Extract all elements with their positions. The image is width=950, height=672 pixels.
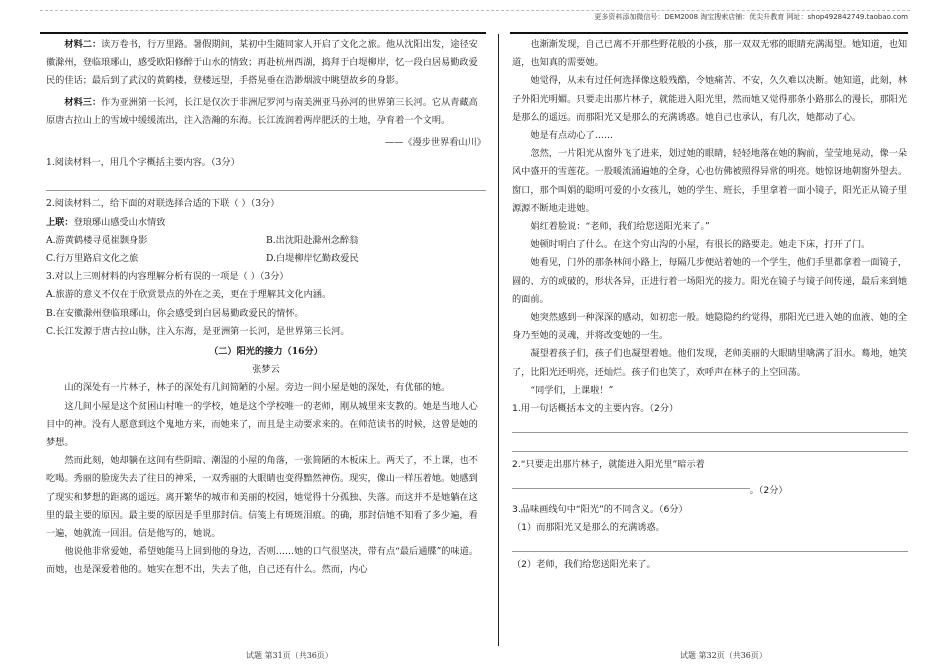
story-paragraph: 山的深处有一片林子，林子的深处有几间简陋的小屋。旁边一间小屋是她的深处，有优郁的她。	[64, 382, 451, 394]
story-paragraph: “同学们，上课啦！”	[530, 384, 614, 396]
answer-line-r3a[interactable]	[512, 537, 908, 552]
story-paragraph: 她觉得，从未有过任何选择像这般残酷，令她痛苦、不安，久久难以决断。她知道，此刻，林子外阳光明媚。只要走出那片林子，就能进入阳光里，然而她又觉得那条小路那么的漫长，那阳光是那么的遥远。而那阳光又是那么的充满诱惑。她自己也承认，有几次，她都动了心。	[512, 75, 908, 123]
q3-sub-2: （2）老师，我们给您送阳光来了。	[512, 559, 656, 571]
option-a[interactable]: A.游黄鹤楼寻觅崔颢身影	[46, 234, 148, 246]
page-divider	[498, 34, 499, 646]
material-2-label: 材料二：	[64, 39, 102, 50]
q3-option-a[interactable]: A.旅游的意义不仅在于欣赏景点的外在之美，更在于理解其文化内涵。	[46, 289, 332, 301]
material-2	[46, 36, 486, 91]
right-page-footer: 试题 第32页（共36页）	[680, 651, 767, 660]
story-paragraph: 她看见，门外的那条林间小路上，每隔几步便站着她的一个学生，他们手里都拿着一面镜子，圆的、方的或破的，形状各异，正进行着一场阳光的接力。阳光在镜子与镜子间传递，最后来到她的面前。	[512, 257, 908, 305]
question-2: 2.阅读材料二，给下面的对联选择合适的下联（ ）（3分）	[46, 198, 280, 210]
option-c[interactable]: C.行万里路启文化之旅	[46, 253, 139, 265]
reading-question-3: 3.品味画线句中“阳光”的不同含义。（6分）	[512, 503, 688, 515]
story-paragraph: 她突然感到一种深深的感动，如初恋一般。她隐隐约约觉得，那阳光已进入她的血液、她的全身乃至她的灵魂，并将改变她的一生。	[512, 312, 908, 342]
story-paragraph: 娟红着脸说：“老师，我们给您送阳光来了。”	[530, 221, 710, 233]
story-paragraph: 他说他非常爱她，希望她能马上回到他的身边，否则……她的口气很坚决，带有点“最后通牒”的味道。而她，也是深爱着他的。她实在想不出，失去了他，自己还有什么。然而，内心	[46, 546, 479, 576]
reading-question-1: 1.用一句话概括本文的主要内容。（2分）	[512, 403, 679, 415]
left-top-rule	[40, 32, 486, 34]
story-paragraph: 忽然，一片阳光从窗外飞了进来，划过她的眼睛，轻轻地落在她的胸前，莹莹地晃动，像一朵风中盛开的雪莲花。一股暖流涌遍她的全身，心也仿佛被照得异常的明亮。她惊讶地朝窗外望去。窗口，那个叫娟的聪明可爱的小女孩儿，她的学生、班长，手里拿着一面小镜子，阳光正从镜子里源源不断地走进她。	[512, 148, 908, 214]
q3-sub-1: （1）而那阳光又是那么的充满诱惑。	[512, 521, 665, 533]
q3-option-b[interactable]: B.在安徽滁州登临琅琊山，你会感受到白居易勤政爱民的情怀。	[46, 307, 304, 319]
couplet	[46, 214, 486, 232]
answer-line-r2[interactable]	[512, 474, 750, 489]
section-title: （二）阳光的接力（16分）	[209, 346, 323, 358]
material-3	[46, 94, 486, 130]
q2-options-row-2	[46, 250, 486, 268]
option-b[interactable]: B.出沈阳赴滁州念醉翁	[266, 234, 359, 246]
source-citation: ——《漫步世界看山川》	[384, 137, 486, 149]
couplet-text: 登琅琊山感受山水情致	[73, 216, 166, 228]
couplet-label: 上联：	[46, 216, 74, 228]
q2-options-row-1	[46, 232, 486, 250]
story-paragraph: 她顿时明白了什么。在这个穷山沟的小屋，有很长的路要走。她走下床，打开了门。	[530, 239, 871, 251]
material-3-label: 材料三：	[64, 96, 102, 108]
answer-line-r1a[interactable]	[512, 418, 908, 433]
left-page	[46, 36, 486, 580]
left-page-footer: 试题 第31页（共36页）	[246, 651, 333, 660]
q2-score: 。（2分）	[749, 485, 788, 497]
answer-line-r1b[interactable]	[512, 437, 908, 452]
right-page	[512, 36, 908, 574]
right-top-rule	[510, 32, 908, 34]
reading-question-2: 2.“只要走出那片林子，就能进入阳光里”暗示着	[512, 459, 705, 471]
material-2-text: 读万卷书，行万里路。暑假期间，某初中生随同家人开启了文化之旅。他从沈阳出发，途径安徽滁州，登临琅琊山，感受欧阳修醉于山水的情致；再赴杭州西湖，捣拜于白堤柳岸，忆一段白居易勤政爱民的佳话；最后到了武汉的黄鹤楼，登楼远望，手搭晃垂在浩渺烟波中眺望故乡的身影。	[46, 39, 478, 87]
story-paragraph: 她是有点动心了……	[530, 130, 614, 142]
story-paragraph: 这几间小屋是这个贫困山村唯一的学校，她是这个学校唯一的老师，刚从城里来支教的。她是当地人心目中的神。没有人愿意到这个鬼地方来，而她来了，而且是主动要求来的。在师范读书的时候，这曾是她的梦想。	[46, 400, 478, 449]
story-paragraph: 凝望着孩子们，孩子们也凝望着她。他们发现，老师美丽的大眼睛里噙满了泪水。蓦地，她笑了，比阳光还明亮，还灿烂。孩子们也笑了，欢呼声在林子的上空回荡。	[512, 348, 908, 378]
author: 张梦云	[252, 364, 280, 376]
question-3: 3.对以上三则材料的内容理解分析有误的一项是（ ）（3分）	[46, 271, 289, 283]
answer-line-1[interactable]	[46, 176, 486, 191]
option-d[interactable]: D.白堤柳岸忆勤政爱民	[266, 253, 359, 265]
material-3-text: 作为亚洲第一长河，长江是仅次于非洲尼罗河与南美洲亚马孙河的世界第三长河。它从青藏高原唐古拉山上的雪域中缓缓流出，注入浩瀚的东海。长江流润着两岸肥沃的土地，孕育着一个文明。	[46, 96, 478, 126]
story-paragraph: 然而此刻，她却躺在这间有些阴暗、潮湿的小屋的角落，一张简陋的木板床上。两天了，不上课，也不吃喝。秀丽的脸庞失去了往日的神采，一双秀丽的大眼睛也变得黯然神伤。现实，像山一样压着她。她感到了现实和梦想的距离的遥远。离开繁华的城市和美丽的校园，她觉得十分孤独、失落。而这并不是她躺在这里的最主要的原因。最主要的原因是手里那封信。信笺上有斑斑泪痕。的确，那封信她不知看了多少遍，看一遍，她就流一回泪。信是他写的，她说。	[46, 455, 478, 540]
q3-option-c[interactable]: C.长江发源于唐古拉山脉，注入东海，是亚洲第一长河，是世界第三长河。	[46, 325, 350, 337]
header-ad-text: 更多资料添加微信号：DEM2008 淘宝搜索店铺：优尖升教育 网址：shop492842749.taobao.com	[594, 13, 908, 21]
question-1: 1.阅读材料一，用几个字概括主要内容。（3分）	[46, 157, 240, 169]
story-paragraph: 也渐渐发现，自己已离不开那些野花般的小孩，那一双双无邪的眼睛充满渴望。她知道，也知道，也知真的需要她。	[512, 39, 908, 69]
